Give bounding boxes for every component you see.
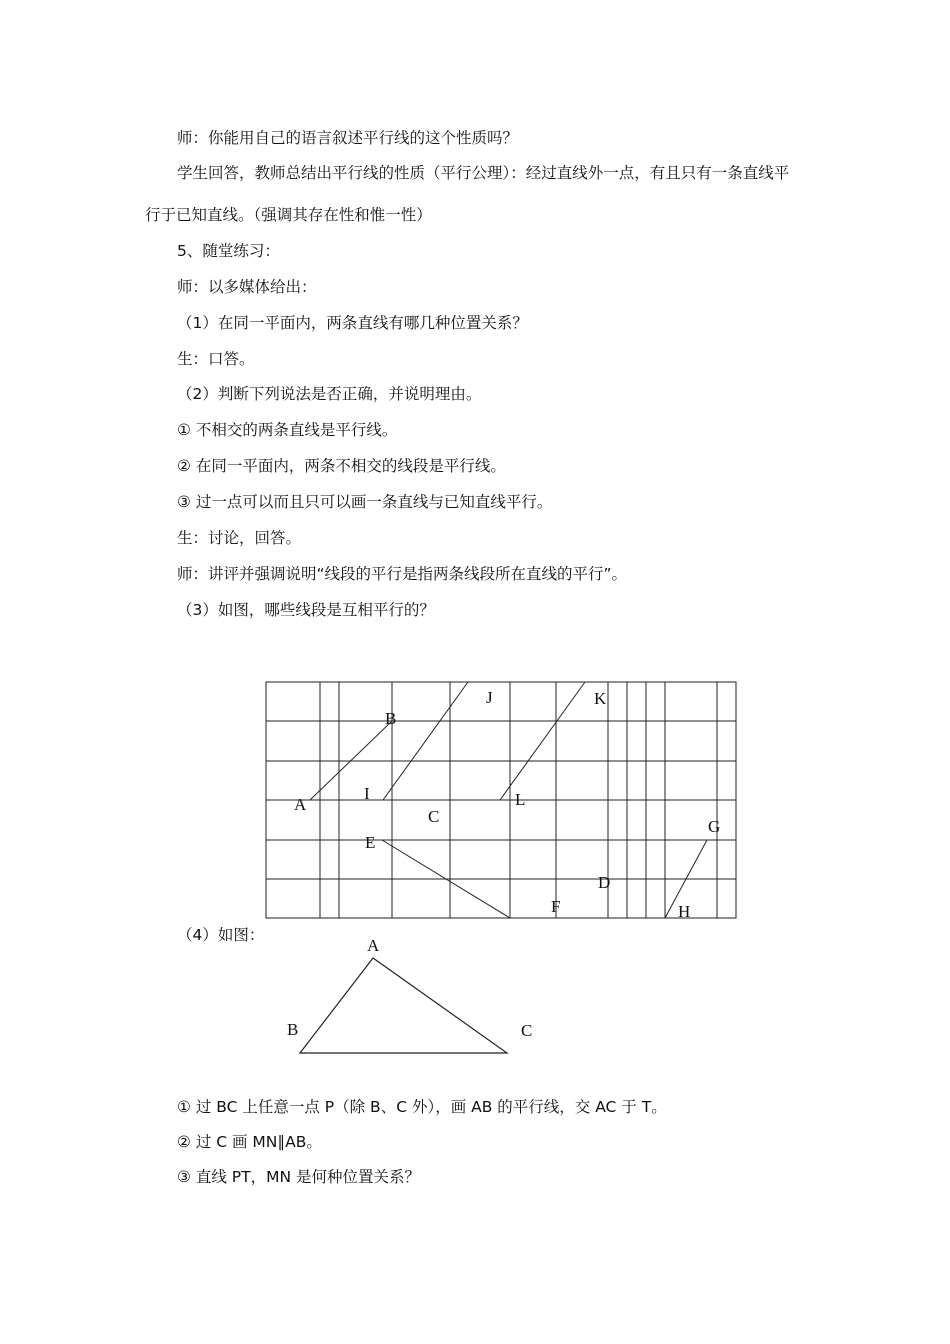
label-C: C xyxy=(428,807,440,826)
para-student-answer: 学生回答，教师总结出平行线的性质（平行公理）：经过直线外一点，有且只有一条直线平 xyxy=(177,164,790,182)
label-H: H xyxy=(678,902,691,921)
label-K: K xyxy=(594,689,607,708)
grid-labels xyxy=(294,688,720,921)
section-heading-practice: 5、随堂练习： xyxy=(177,242,280,260)
task-3: ③ 直线 PT，MN 是何种位置关系？ xyxy=(177,1168,420,1186)
label-A: A xyxy=(294,795,307,814)
para-student-discuss: 生：讨论，回答。 xyxy=(177,529,302,547)
label-G: G xyxy=(708,817,721,836)
statement-2: ② 在同一平面内，两条不相交的线段是平行线。 xyxy=(177,457,506,475)
para-student-answer-cont: 行于已知直线。（强调其存在性和惟一性） xyxy=(145,206,432,224)
question-3: （3）如图，哪些线段是互相平行的？ xyxy=(177,601,435,619)
segment-LK xyxy=(500,682,585,800)
question-1: （1）在同一平面内，两条直线有哪几种位置关系？ xyxy=(177,314,528,332)
statement-1: ① 不相交的两条直线是平行线。 xyxy=(177,421,398,439)
task-1: ① 过 BC 上任意一点 P（除 B、C 外），画 AB 的平行线，交 AC 于 T。 xyxy=(177,1098,667,1116)
para-teacher-review: 师：讲评并强调说明“线段的平行是指两条线段所在直线的平行”。 xyxy=(177,565,628,583)
label-B: B xyxy=(385,709,397,728)
label-I: I xyxy=(364,784,370,803)
statement-3: ③ 过一点可以而且只可以画一条直线与已知直线平行。 xyxy=(177,493,553,511)
para-teacher-question: 师：你能用自己的语言叙述平行线的这个性质吗？ xyxy=(177,129,519,147)
triangle-label-B: B xyxy=(287,1020,299,1039)
segment-IJ xyxy=(383,682,468,800)
triangle-label-A: A xyxy=(367,936,380,955)
para-student-oral: 生：口答。 xyxy=(177,350,255,368)
triangle-label-C: C xyxy=(521,1021,533,1040)
label-F: F xyxy=(551,897,561,916)
label-J: J xyxy=(486,688,493,707)
question-4: （4）如图： xyxy=(177,926,265,944)
label-D: D xyxy=(598,873,611,892)
label-L: L xyxy=(515,790,526,809)
question-2: （2）判断下列说法是否正确，并说明理由。 xyxy=(177,385,482,403)
grid-figure xyxy=(266,682,736,918)
task-2: ② 过 C 画 MN∥AB。 xyxy=(177,1133,322,1151)
para-teacher-media: 师：以多媒体给出： xyxy=(177,278,317,296)
triangle-ABC xyxy=(300,958,507,1053)
label-E: E xyxy=(365,833,376,852)
triangle-figure xyxy=(287,936,532,1053)
